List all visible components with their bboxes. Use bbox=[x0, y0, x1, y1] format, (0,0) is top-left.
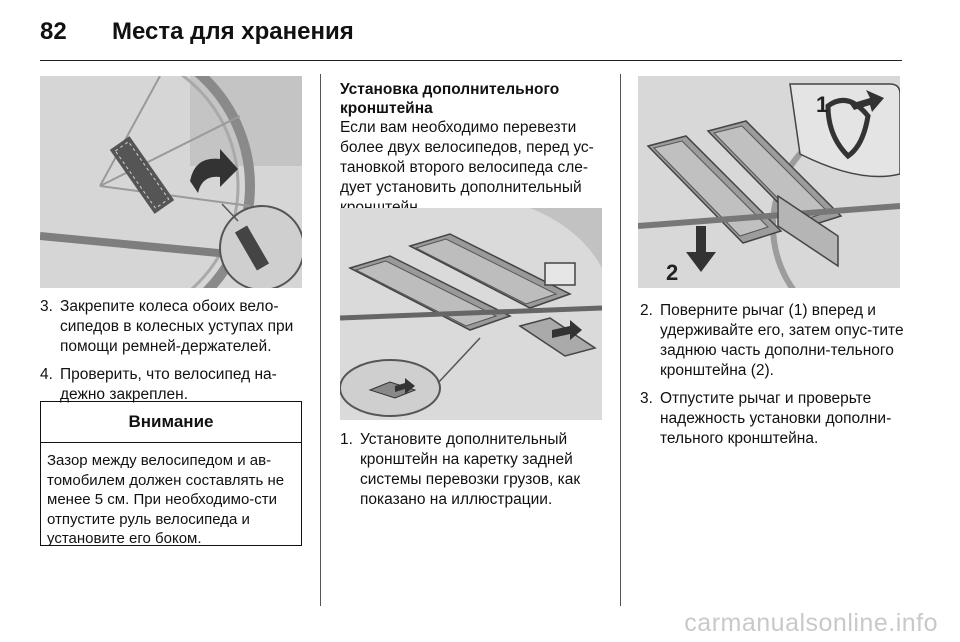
page-header bbox=[40, 18, 354, 48]
step-number: 2. bbox=[640, 302, 653, 319]
extra-bracket-mounting-illustration bbox=[340, 208, 602, 420]
list-item bbox=[640, 389, 908, 449]
warning-text: Зазор между велосипедом и ав-томобилем должен составлять не менее 5 см. При необходимо-сти отпустите руль велосипеда и установите его боком. bbox=[47, 452, 285, 547]
list-item bbox=[340, 430, 608, 510]
step-text: Установите дополнительный кронштейн на каретку задней системы перевозки грузов, как показано на иллюстрации. bbox=[360, 431, 581, 508]
bracket-lever-illustration bbox=[638, 76, 900, 288]
middle-steps bbox=[340, 430, 608, 518]
step-text: Поверните рычаг (1) вперед и удерживайте его, затем опус-тите заднюю часть дополни-тельного кронштейна (2). bbox=[660, 302, 904, 379]
list-item bbox=[40, 365, 305, 405]
list-item bbox=[40, 297, 305, 357]
middle-section bbox=[340, 80, 608, 218]
warning-box bbox=[40, 401, 302, 546]
step-number: 3. bbox=[640, 390, 653, 407]
section-title: Установка дополнительного кронштейна bbox=[340, 81, 560, 117]
watermark: carmanualsonline.info bbox=[684, 609, 938, 637]
column-divider-2 bbox=[620, 74, 621, 606]
label-two: 2 bbox=[666, 260, 679, 285]
step-number: 1. bbox=[340, 431, 353, 448]
step-text: Закрепите колеса обоих вело-сипедов в колесных уступах при помощи ремней-держателей. bbox=[60, 298, 294, 355]
section-intro: Если вам необходимо перевезти более двух велосипедов, перед ус-тановкой второго велосипеда сле-дует установить дополнительный bbox=[340, 119, 594, 196]
step-number: 3. bbox=[40, 298, 53, 315]
bike-wheel-strap-illustration bbox=[40, 76, 302, 288]
list-item bbox=[640, 301, 908, 381]
right-steps bbox=[640, 301, 908, 457]
column-divider-1 bbox=[320, 74, 321, 606]
step-text: Отпустите рычаг и проверьте надежность установки дополни-тельного кронштейна. bbox=[660, 390, 892, 447]
left-steps bbox=[40, 297, 305, 413]
step-number: 4. bbox=[40, 366, 53, 383]
step-text: Проверить, что велосипед на-дежно закреплен. bbox=[60, 366, 277, 403]
header-rule bbox=[40, 60, 902, 61]
warning-title: Внимание bbox=[41, 402, 301, 443]
label-one: 1 bbox=[816, 92, 829, 117]
page-title: Места для хранения bbox=[112, 18, 354, 45]
page-number: 82 bbox=[40, 18, 67, 45]
